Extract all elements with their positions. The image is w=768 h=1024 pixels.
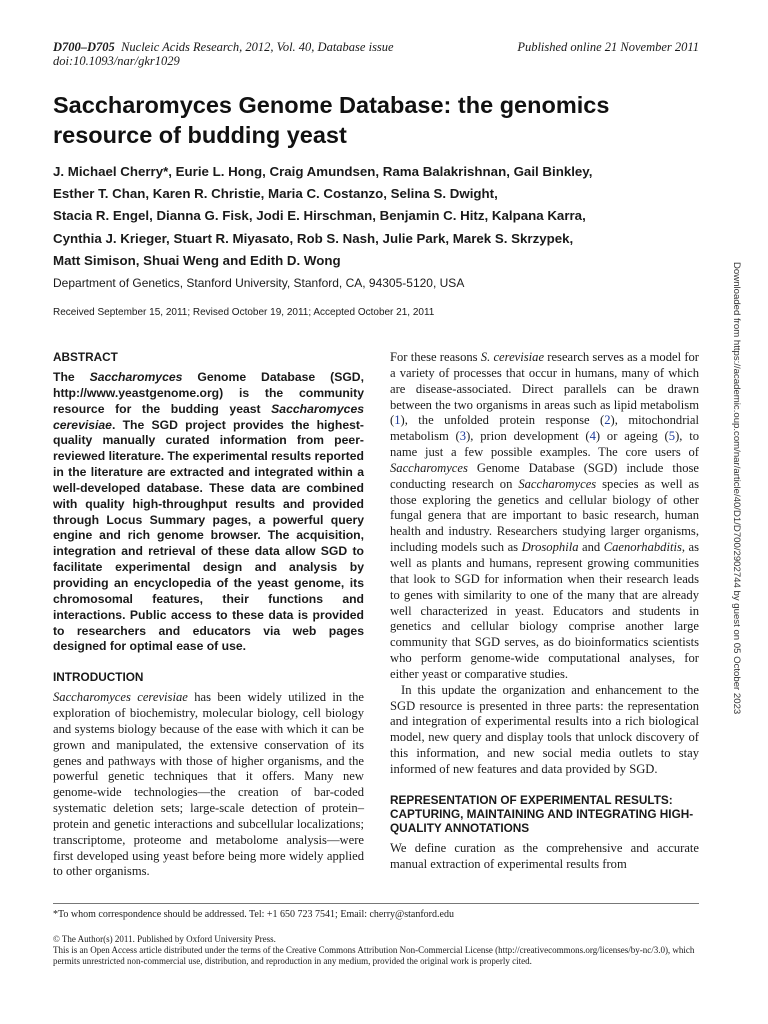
correspondence-footnote: *To whom correspondence should be addressed. Tel: +1 650 723 7541; Email: cherry@stanford.edu [53,909,454,920]
right-column [390,350,699,872]
paper-title: Saccharomyces Genome Database: the genomics resource of budding yeast [53,92,610,148]
footer-divider [53,903,699,904]
left-column [53,350,364,880]
author-list [53,161,713,272]
reference-link[interactable]: 5 [668,429,676,444]
author-line: Esther T. Chan, Karen R. Christie, Maria C. Costanzo, Selina S. Dwight, [53,186,498,202]
body-paragraph: For these reasons S. cerevisiae research serves as a model for a variety of processes that occur in humans, many of which are disease-associated. Direct parallels can be drawn between the two organisms in areas such as lipid metabolism (1), the unfolded protein response (2), mitochondrial metabolism (3), prion development (4) or ageing (5), to name just a few possible examples. The core users of Saccharomyces Genome Database (SGD) include those conducting research on Saccharomyces species as well as those exploring the genetics and cellular biology of other fungal genera that are important to basic research, human health and industry. Researchers studying larger organisms, including models such as Drosophila and Caenorhabditis, as well as plants and humans, represent growing communities that look to SGD for information when their research leads to genes with similarity to one of the many that are already well characterized in yeast. Educators and students in genetics and cellular biology comprise another large community that SGD serves, as do bioinformatics scientists who perform genome-wide computational analyses, for either yeast or comparative studies. [390,350,700,681]
author-line: Cynthia J. Krieger, Stuart R. Miyasato, Rob S. Nash, Julie Park, Marek S. Skrzypek, [53,230,574,246]
representation-heading: REPRESENTATION OF EXPERIMENTAL RESULTS: CAPTURING, MAINTAINING AND INTEGRATING HIGH-QUALITY ANNOTATIONS [390,792,694,835]
body-paragraph: In this update the organization and enhancement to the SGD resource is presented in three parts: the representation and integration of experimental results into a rich biological model, new query and display tools that unlock discovery of this information, and new social media outlets to stay informed of new features and data provided by SGD. [390,682,699,776]
reference-link[interactable]: 4 [589,429,596,444]
affiliation: Department of Genetics, Stanford University, Stanford, CA, 94305-5120, USA [53,276,465,290]
abstract-heading: ABSTRACT [53,350,118,364]
download-watermark: Downloaded from https://academic.oup.com/nar/article/40/D1/D700/2902744 by guest on 05 October 2023 [731,262,742,715]
reference-link[interactable]: 3 [459,429,467,444]
introduction-text: Saccharomyces cerevisiae has been widely utilized in the exploration of biochemistry, molecular biology, cell biology and systems biology because of the ease with which it can be grown and manipulated, the extensive conservation of its genes and pathways with those of higher organisms, and the powerful genetic techniques that it offers. Many new genome-wide technologies—the creation of bar-coded systematic deletion sets; large-scale detection of protein–protein and genetic interactions and subcellular localizations; transcriptome, proteome and metabolome analysis—were first developed using yeast before being more widely applied to other organisms. [53,690,364,879]
reference-link[interactable]: 2 [604,413,611,428]
abstract-text: The Saccharomyces Genome Database (SGD, http://www.yeastgenome.org) is the community resource for the budding yeast Saccharomyces cerevisiae. The SGD project provides the highest-quality manually curated information from peer-reviewed literature. The experimental results reported in the literature are extracted and integrated within a well-developed database. These data are combined with quality high-throughput results and provided through Locus Summary pages, a powerful query engine and rich genome browser. The acquisition, integration and retrieval of these data allow SGD to facilitate experimental design and analysis by providing an encyclopedia of the yeast genome, its chromosomal features, their functions and interactions. Public access to these data is provided to researchers and educators via web pages designed for optimal ease of use. [53,370,364,654]
introduction-heading: INTRODUCTION [53,670,144,685]
running-header [53,40,394,68]
doi: doi:10.1093/nar/gkr1029 [53,54,180,68]
published-date: Published online 21 November 2011 [517,40,699,54]
body-paragraph: We define curation as the comprehensive and accurate manual extraction of experimental results from [390,840,699,871]
page-range: D700–D705 [53,40,115,54]
author-line: Stacia R. Engel, Dianna G. Fisk, Jodi E. Hirschman, Benjamin C. Hitz, Kalpana Karra, [53,208,586,224]
received-dates: Received September 15, 2011; Revised October 19, 2011; Accepted October 21, 2011 [53,307,435,318]
journal-citation: Nucleic Acids Research, 2012, Vol. 40, Database issue [121,40,394,54]
author-line: Matt Simison, Shuai Weng and Edith D. Wong [53,252,341,268]
reference-link[interactable]: 1 [394,413,401,428]
copyright-notice: © The Author(s) 2011. Published by Oxford University Press. This is an Open Access article distributed under the terms of the Creative Commons Attribution Non-Commercial License (http://creativecommons.org/licenses/by-nc/3.0), which permits unrestricted non-commercial use, distribution, and reproduction in any medium, provided the original work is properly cited. [53,934,695,966]
author-line: J. Michael Cherry*, Eurie L. Hong, Craig Amundsen, Rama Balakrishnan, Gail Binkley, [53,164,593,179]
